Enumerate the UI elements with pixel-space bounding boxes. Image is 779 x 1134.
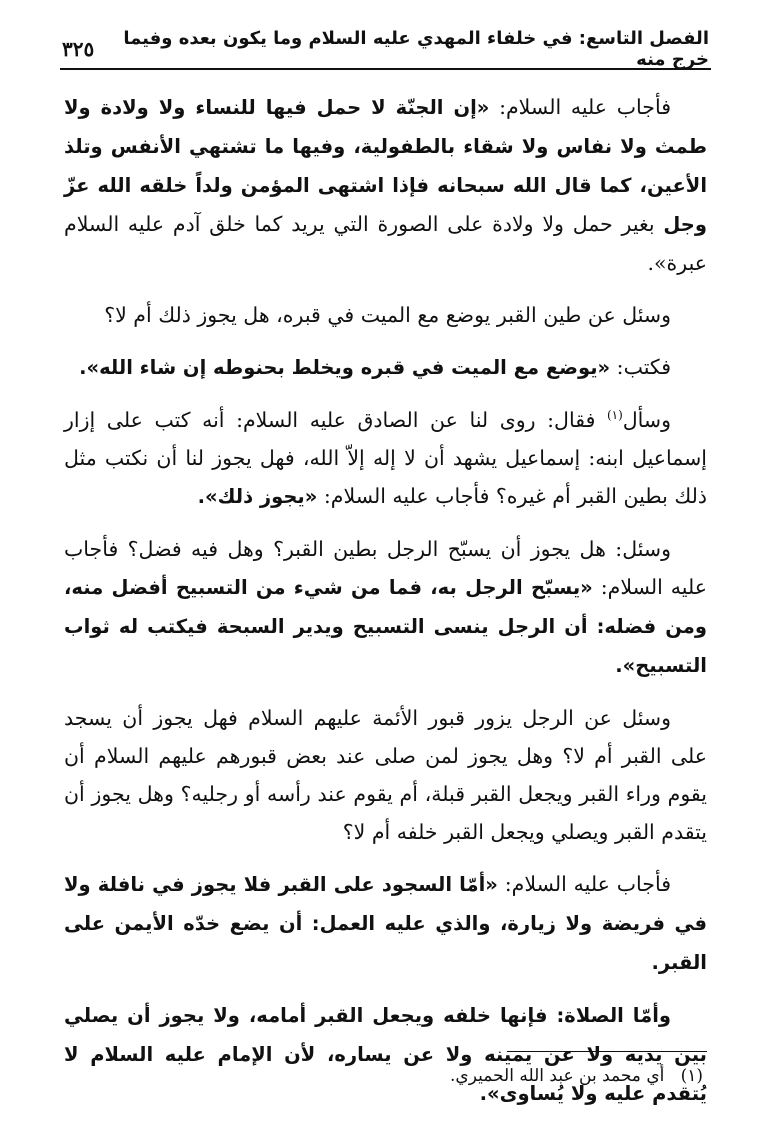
narrative-text: فأجاب عليه السلام:: [497, 872, 671, 896]
quoted-answer: «يجوز ذلك».: [197, 485, 318, 508]
footnote: [64, 1062, 703, 1090]
narrative-text: وسأل: [622, 408, 671, 432]
narrative-text: وسئل عن الرجل يزور قبور الأئمة عليهم السلام فهل يجوز أن يسجد على القبر أم لا؟ وهل يجوز لمن صلى عند بعض قبورهم عليهم السلام أن يقوم وراء القبر ويجعل القبر قبلة، أم يقوم عند رأسه أو رجليه؟ وهل يجوز أن يتقدم القبر ويصلي ويجعل القبر خلفه أم لا؟: [64, 706, 707, 844]
narrative-text: فأجاب عليه السلام:: [489, 95, 672, 119]
paragraph: [64, 401, 707, 516]
narrative-text: وسئل عن طين القبر يوضع مع الميت في قبره، هل يجوز ذلك أم لا؟: [104, 303, 671, 327]
chapter-title: الفصل التاسع: في خلفاء المهدي عليه السلام وما يكون بعده وفيما خرج منه: [123, 28, 709, 70]
quoted-answer: «يسبّح الرجل به، فما من شيء من التسبيح أفضل منه، ومن فضله: أن الرجل ينسى التسبيح ويدير السبحة فيكتب له ثواب التسبيح».: [64, 576, 707, 677]
paragraph: [64, 699, 707, 851]
footnote-text: أي محمد بن عبد الله الحميري.: [450, 1066, 665, 1086]
quoted-answer: «أمّا السجود على القبر فلا يجوز في نافلة ولا في فريضة ولا زيارة، والذي عليه العمل: أن يضع خدّه الأيمن على القبر.: [64, 873, 707, 974]
footnote-divider: [507, 1051, 707, 1052]
running-header: [62, 28, 709, 70]
narrative-text: بغير حمل ولا ولادة على الصورة التي يريد كما خلق آدم عليه السلام عبرة».: [64, 212, 707, 275]
paragraph: [64, 865, 707, 982]
paragraph: [64, 296, 707, 334]
quoted-answer: «إن الجنّة لا حمل فيها للنساء ولا ولادة ولا طمث ولا نفاس ولا شقاء بالطفولية، وفيها ما تشتهي الأنفس وتلذ الأعين، كما قال الله سبحانه فإذا اشتهى المؤمن ولداً خلقه الله عزّ وجل: [64, 96, 707, 236]
footnote-reference: (١): [606, 408, 623, 423]
paragraph: [64, 348, 707, 387]
page-number: ٣٢٥: [62, 37, 95, 61]
narrative-text: فقال: روى لنا عن الصادق عليه السلام: أنه كتب على إزار إسماعيل ابنه: إسماعيل يشهد أن لا إله إلاّ الله، فهل يجوز لنا أن نكتب مثل ذلك بطين القبر أم غيره؟ فأجاب عليه السلام:: [64, 408, 707, 508]
narrative-text: فكتب:: [610, 355, 671, 379]
footnote-marker: (١): [680, 1066, 703, 1086]
paragraph: [64, 88, 707, 282]
body-text: [64, 88, 707, 1127]
quoted-answer: «يوضع مع الميت في قبره ويخلط بحنوطه إن شاء الله».: [79, 356, 611, 379]
paragraph: [64, 530, 707, 685]
header-divider: [60, 68, 711, 70]
quoted-answer: وأمّا الصلاة: فإنها خلفه ويجعل القبر أمامه، ولا يجوز أن يصلي بين يديه ولا عن يمينه ولا عن يساره، لأن الإمام عليه السلام لا يُتقدم عليه ولا يُساوى».: [64, 1004, 707, 1105]
narrative-text: وسئل: هل يجوز أن يسبّح الرجل بطين القبر؟ وهل فيه فضل؟ فأجاب عليه السلام:: [64, 537, 707, 599]
paragraph: [64, 996, 707, 1113]
